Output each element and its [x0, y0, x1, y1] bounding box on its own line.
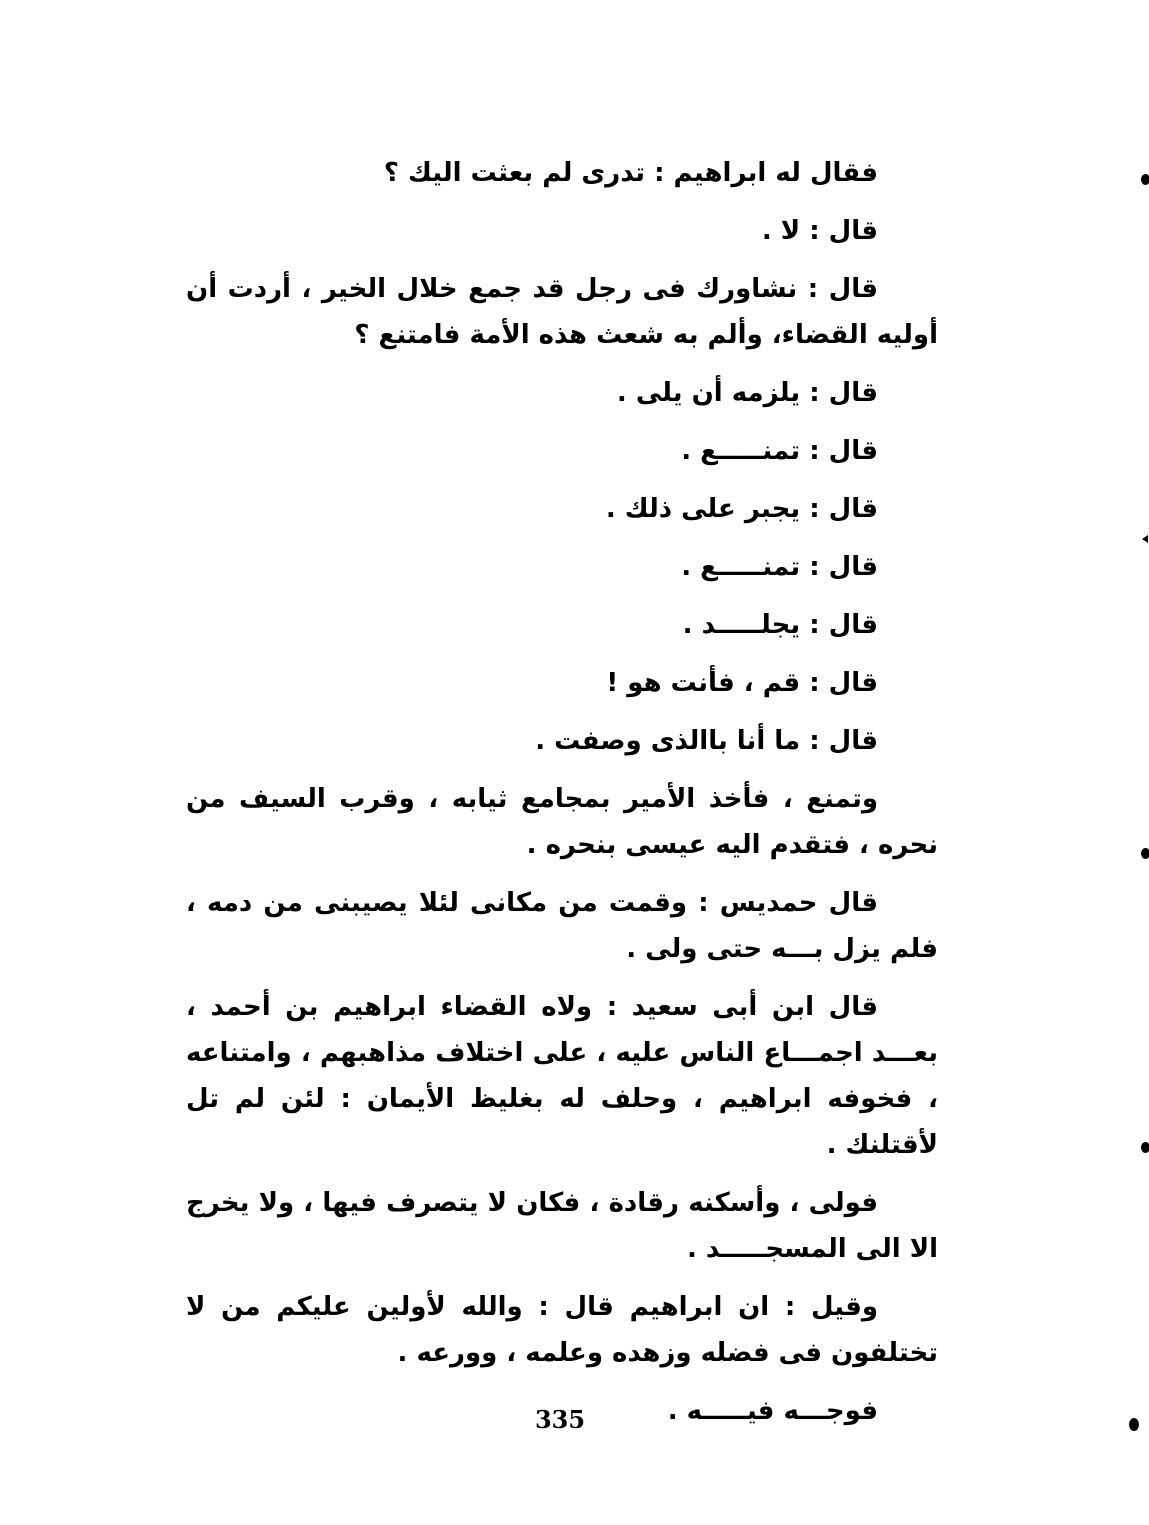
binding-hole-mark	[1141, 1142, 1149, 1153]
paragraph-15: وقيل : ان ابراهيم قال : والله لأولين عليكم من لا تختلفون فى فضله وزهده وعلمه ، وورعه .	[186, 1292, 938, 1368]
paragraph-10: قال : ما أنا باالذى وصفت .	[535, 726, 878, 756]
margin-tick-mark	[1142, 535, 1148, 543]
binding-hole-mark	[1141, 848, 1149, 859]
paragraph-5: قال : تمنـــــع .	[681, 436, 878, 466]
paragraph-6: قال : يجبر على ذلك .	[605, 494, 878, 524]
paragraph-11: وتمنع ، فأخذ الأمير بمجامع ثيابه ، وقرب السيف من نحره ، فتقدم اليه عيسى بنحره .	[186, 784, 938, 860]
paragraph-16: فوجـــه فيـــــه .	[667, 1396, 878, 1426]
paragraph-13: قال ابن أبى سعيد : ولاه القضاء ابراهيم بن أحمد ، بعـــد اجمـــاع الناس عليه ، على اختلاف مذاهبهم ، وامتناعه ، فخوفه ابراهيم ، وحلف له بغليظ الأيمان : لئن لم تل لأقتلنك .	[186, 992, 938, 1160]
paragraph-1: فقال له ابراهيم : تدرى لم بعثت اليك ؟	[383, 158, 878, 188]
paragraph-8: قال : يجلـــــد .	[682, 610, 878, 640]
paragraph-12: قال حمديس : وقمت من مكانى لئلا يصيبنى من دمه ، فلم يزل بـــه حتى ولى .	[186, 888, 938, 964]
binding-hole-mark	[1129, 1418, 1139, 1431]
page-number: 335	[534, 1405, 586, 1434]
paragraph-14: فولى ، وأسكنه رقادة ، فكان لا يتصرف فيها ، ولا يخرج الا الى المسجـــــد .	[186, 1188, 938, 1264]
paragraph-7: قال : تمنـــــع .	[681, 552, 878, 582]
paragraph-2: قال : لا .	[761, 216, 878, 246]
binding-hole-mark	[1141, 174, 1149, 185]
paragraph-3: قال : نشاورك فى رجل قد جمع خلال الخير ، أردت أن أوليه القضاء، وألم به شعث هذه الأمة فامتنع ؟	[186, 274, 938, 350]
paragraph-9: قال : قم ، فأنت هو !	[606, 668, 878, 698]
arabic-text-body	[186, 150, 938, 1446]
paragraph-4: قال : يلزمه أن يلى .	[616, 378, 878, 408]
